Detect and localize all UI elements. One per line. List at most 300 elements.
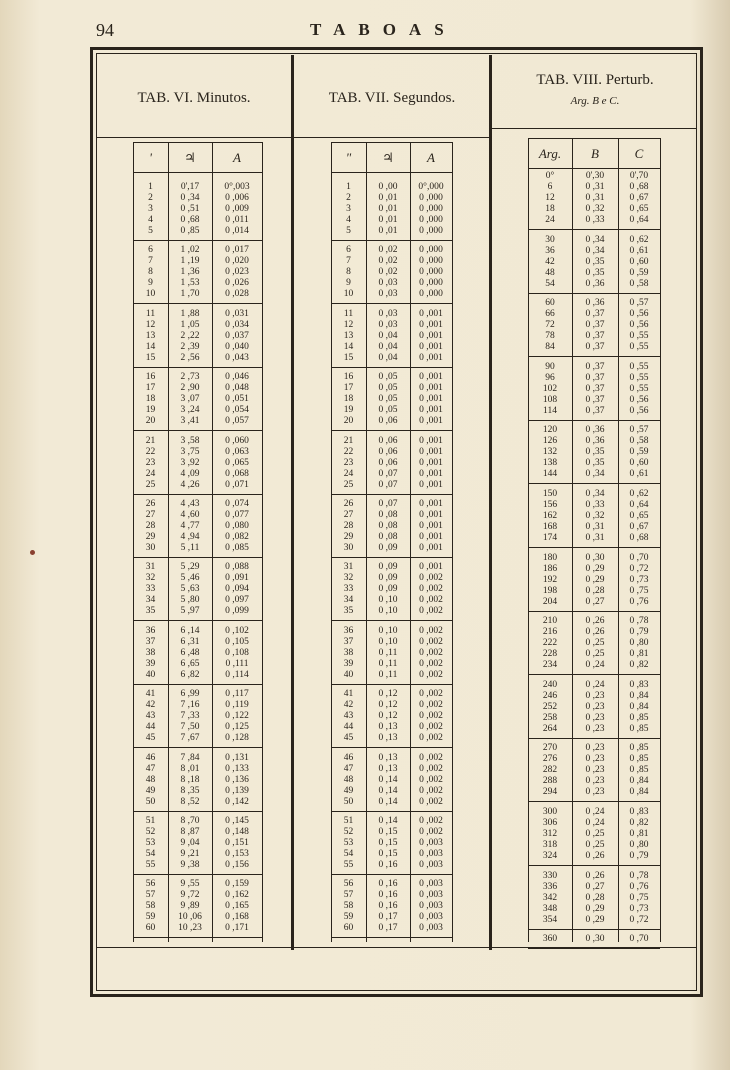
t8-cell: 0 ,37 [585, 383, 605, 394]
t6-cell: 0 ,105 [225, 636, 249, 647]
t8-cell: 348 [542, 903, 558, 914]
t7-cell: 0 ,13 [378, 733, 398, 744]
t6-cell: 14 [145, 341, 156, 352]
t7-cell: 0 ,001 [419, 499, 443, 509]
t8-cell: 186 [542, 563, 558, 574]
t8-cell: 276 [542, 754, 558, 765]
t8-cell: 0 ,33 [585, 215, 605, 225]
t8-cell: 0 ,23 [585, 776, 605, 787]
t8-cell: 0 ,84 [629, 776, 649, 787]
t7-cell: 22 [343, 446, 354, 457]
t6-cell: 0 ,046 [225, 372, 249, 383]
t6-cell: 49 [145, 785, 156, 796]
t8-cell: 312 [542, 829, 558, 839]
t7-cell: 0 ,001 [419, 457, 443, 468]
t8-cell: 0 ,31 [585, 522, 605, 532]
t6-cell: 0 ,168 [225, 912, 249, 923]
t8-cell: 0 ,75 [629, 892, 649, 903]
t6-cell: 56 [145, 879, 156, 890]
t6-cell: 1 ,88 [180, 308, 200, 319]
t7-cell: 0 ,001 [419, 383, 443, 394]
t7-cell: 0 ,07 [378, 499, 398, 509]
t6-cell: 31 [145, 562, 156, 573]
t8-cell: 0 ,84 [629, 701, 649, 712]
t6-cell: 1 ,53 [180, 278, 200, 289]
t6-cell: 21 [145, 435, 156, 446]
t8-cell: 0 ,59 [629, 267, 649, 278]
t8-cell: 0 ,35 [585, 256, 605, 267]
t7-cell: 0 ,15 [378, 849, 398, 859]
t8-cell: 0 ,37 [585, 405, 605, 416]
t7-cell: 0 ,002 [419, 816, 443, 826]
t7-cell: 33 [343, 584, 354, 595]
t6-cell: 5 ,11 [180, 543, 200, 553]
t7-cell: 57 [343, 890, 354, 901]
t7-cell: 0 ,10 [378, 606, 398, 617]
t6-cell: 24 [145, 468, 156, 479]
t8-cell: 0 ,26 [585, 616, 605, 627]
t7-cell: 0 ,001 [419, 330, 443, 341]
t6-cell: 42 [145, 700, 156, 711]
t7-cell: 0 ,14 [378, 774, 398, 785]
t7-cell: 35 [343, 606, 354, 617]
t7-cell: 44 [343, 722, 354, 733]
t8-cell: 360 [542, 934, 558, 945]
t6-cell: 0 ,082 [225, 532, 249, 542]
t7-cell: 38 [343, 647, 354, 658]
t7-cell: 0 ,002 [419, 796, 443, 807]
t8-cell: 102 [542, 383, 558, 394]
t8-cell: 246 [542, 690, 558, 701]
t7-cell: 0 ,11 [378, 669, 398, 680]
t7-cell: 32 [343, 573, 354, 584]
t8-cell: 0 ,57 [629, 425, 649, 436]
t8-cell: 0 ,35 [585, 267, 605, 278]
t7-cell: 49 [343, 785, 354, 796]
ink-stain [30, 550, 35, 555]
t6-cell: 0 ,128 [225, 733, 249, 744]
t7-cell: 0 ,002 [419, 733, 443, 744]
t8-block-rule [528, 483, 660, 484]
t6-cell: 33 [145, 584, 156, 595]
t7-cell: 51 [343, 816, 354, 826]
t8-cell: 0 ,27 [585, 881, 605, 892]
t8-cell: 0 ,30 [585, 934, 605, 945]
t7-cell: 0 ,04 [378, 341, 398, 352]
t6-cell: 0 ,117 [225, 689, 249, 700]
t8-cell: 270 [542, 743, 558, 754]
t7-cell: 42 [343, 700, 354, 711]
t6-cell: 10 ,23 [178, 923, 202, 934]
t6-cell: 0 ,057 [225, 416, 249, 427]
t6-cell: 3 ,58 [180, 435, 200, 446]
t6-cell: 0 ,136 [225, 774, 249, 785]
t6-cell: 0 ,080 [225, 521, 249, 531]
header-rule-2 [294, 137, 489, 138]
t6-cell: 35 [145, 606, 156, 617]
t7-cell: 0 ,002 [419, 722, 443, 733]
t8-cell: 0 ,23 [585, 743, 605, 754]
t6-cell: 0 ,51 [180, 204, 200, 214]
t7-cell: 53 [343, 838, 354, 848]
t6-cell: 50 [145, 796, 156, 807]
t6-block-rule [133, 430, 262, 431]
t8-cell: 0 ,23 [585, 701, 605, 712]
t6-cell: 0',17 [180, 182, 200, 192]
t7-cell: 0 ,10 [378, 595, 398, 606]
t8-cell: 192 [542, 574, 558, 585]
t7-cell: 48 [343, 774, 354, 785]
t8-cell: 0 ,76 [629, 881, 649, 892]
t6-cell: 5 [148, 226, 153, 236]
t7-cell: 0 ,001 [419, 352, 443, 363]
t6-cell: 4 ,26 [180, 479, 200, 490]
t6-cell: 6 ,14 [180, 625, 200, 636]
t7-cell: 0 ,000 [419, 289, 443, 300]
t6-cell: 0 ,119 [225, 700, 249, 711]
t8-block-rule [528, 293, 660, 294]
t6-cell: 0 ,34 [180, 193, 200, 203]
t6-cell: 41 [145, 689, 156, 700]
t7-cell: 0 ,06 [378, 446, 398, 457]
t7-cell: 0 ,14 [378, 816, 398, 826]
t7-cell: 31 [343, 562, 354, 573]
t8-cell: 0 ,29 [585, 574, 605, 585]
t8-cell: 0 ,80 [629, 840, 649, 850]
t6-cell: 10 [145, 289, 156, 300]
t7-cell: 0 ,07 [378, 479, 398, 490]
t8-cell: 0 ,70 [629, 552, 649, 563]
t6-cell: 25 [145, 479, 156, 490]
t8-cell: 0 ,31 [585, 193, 605, 203]
t6-cell: 51 [145, 816, 156, 826]
t8-block-rule [528, 356, 660, 357]
t7-cell: 0 ,001 [419, 394, 443, 405]
t8-cell: 0 ,37 [585, 342, 605, 353]
t8-cell: 0 ,37 [585, 331, 605, 342]
t7-head-rule-0 [331, 142, 452, 143]
t7-cell: 0 ,002 [419, 827, 443, 837]
t7-cell: 0 ,03 [378, 308, 398, 319]
t7-cell: 0 ,09 [378, 562, 398, 573]
t7-cell: 0 ,08 [378, 532, 398, 542]
t6-cell: 12 [145, 319, 156, 330]
t6-cell: 8 ,52 [180, 796, 200, 807]
t6-cell: 9 ,72 [180, 890, 200, 901]
t6-cell: 8 ,01 [180, 763, 200, 774]
t6-cell: 48 [145, 774, 156, 785]
t7-cell: 13 [343, 330, 354, 341]
t6-cell: 20 [145, 416, 156, 427]
t6-cell: 0 ,148 [225, 827, 249, 837]
t6-cell: 9 ,04 [180, 838, 200, 848]
t8-cell: 0 ,84 [629, 787, 649, 798]
t6-cell: 9 [148, 278, 153, 289]
t7-cell: 0 ,001 [419, 510, 443, 520]
t6-cell: 9 ,89 [180, 901, 200, 912]
t7-cell: 0 ,17 [378, 912, 398, 923]
t6-cell: 0 ,094 [225, 584, 249, 595]
t7-cell: 41 [343, 689, 354, 700]
t8-cell: 342 [542, 892, 558, 903]
t8-cell: 162 [542, 511, 558, 521]
t6-cell: 0 ,156 [225, 860, 249, 870]
t6-cell: 8 ,18 [180, 774, 200, 785]
t7-cell: 0 ,003 [419, 923, 443, 934]
t7-cell: 43 [343, 711, 354, 722]
t7-cell: 0 ,002 [419, 658, 443, 669]
t7-cell: 40 [343, 669, 354, 680]
t6-cell: 5 ,46 [180, 573, 200, 584]
t7-cell: 0 ,11 [378, 647, 398, 658]
t8-cell: 24 [545, 215, 555, 225]
t7-cell: 0 ,05 [378, 405, 398, 416]
t7-cell: 5 [346, 226, 351, 236]
t8-cell: 0 ,85 [629, 712, 649, 723]
t8-cell: 0 ,85 [629, 754, 649, 765]
t8-cell: 0 ,24 [585, 660, 605, 671]
t6-cell: 3 ,07 [180, 394, 200, 405]
t7-cell: 23 [343, 457, 354, 468]
t6-cell: 0 ,063 [225, 446, 249, 457]
t6-cell: 5 ,80 [180, 595, 200, 606]
t7-cell: 0 ,001 [419, 372, 443, 383]
t7-cell: 10 [343, 289, 354, 300]
t6-cell: 52 [145, 827, 156, 837]
t8-cell: 0 ,23 [585, 712, 605, 723]
t6-cell: 3 ,75 [180, 446, 200, 457]
t7-cell: 0 ,03 [378, 278, 398, 289]
t6-cell: 0 ,054 [225, 405, 249, 416]
t7-cell: 0 ,001 [419, 319, 443, 330]
t6-cell: 4 ,94 [180, 532, 200, 542]
t8-cell: 0 ,55 [629, 383, 649, 394]
t6-cell: 53 [145, 838, 156, 848]
t8-cell: 0 ,61 [629, 245, 649, 256]
t6-cell: 34 [145, 595, 156, 606]
t6-cell: 1 [148, 182, 153, 192]
t8-cell: 0 ,76 [629, 596, 649, 607]
t8-cell: 0 ,36 [585, 425, 605, 436]
t7-cell: 0 ,003 [419, 860, 443, 870]
t8-cell: 108 [542, 394, 558, 405]
t6-cell: 6 ,82 [180, 669, 200, 680]
t6-cell: 4 ,60 [180, 510, 200, 520]
t7-cell: 14 [343, 341, 354, 352]
t8-cell: 0 ,78 [629, 616, 649, 627]
t8-cell: 0 ,25 [585, 840, 605, 850]
t6-cell: 26 [145, 499, 156, 509]
t7-cell: 21 [343, 435, 354, 446]
t6-cell: 0 ,065 [225, 457, 249, 468]
t6-cell: 0 ,023 [225, 267, 249, 278]
t8-col-header: Arg. [538, 146, 562, 161]
t6-cell: 39 [145, 658, 156, 669]
t6-cell: 3 [148, 204, 153, 214]
t7-col-header: " [345, 150, 352, 165]
t8-cell: 300 [542, 807, 558, 817]
t7-cell: 60 [343, 923, 354, 934]
t8-cell: 0 ,28 [585, 892, 605, 903]
t6-cell: 23 [145, 457, 156, 468]
t6-cell: 0 ,153 [225, 849, 249, 859]
t8-cell: 0 ,37 [585, 309, 605, 320]
t6-col-line-3 [262, 142, 263, 942]
t7-cell: 0 ,002 [419, 711, 443, 722]
t6-block-rule [133, 620, 262, 621]
t8-cell: 288 [542, 776, 558, 787]
t7-cell: 59 [343, 912, 354, 923]
t7-cell: 47 [343, 763, 354, 774]
t7-cell: 0 ,13 [378, 722, 398, 733]
t7-cell: 0 ,16 [378, 890, 398, 901]
t7-cell: 0 ,13 [378, 763, 398, 774]
t7-col-header: ♃ [382, 150, 394, 165]
t7-block-rule [331, 367, 452, 368]
t6-cell: 0 ,026 [225, 278, 249, 289]
t6-cell: 0 ,151 [225, 838, 249, 848]
t6-cell: 0 ,074 [225, 499, 249, 509]
t6-cell: 27 [145, 510, 156, 520]
t7-block-rule [331, 430, 452, 431]
t8-col-header: B [591, 146, 599, 161]
t6-cell: 0 ,006 [225, 193, 249, 203]
t8-cell: 12 [545, 193, 555, 203]
t8-cell: 0 ,72 [629, 914, 649, 925]
t7-cell: 8 [346, 267, 351, 278]
t7-cell: 0 ,06 [378, 435, 398, 446]
t8-cell: 0',70 [629, 171, 649, 181]
t6-block-rule [133, 367, 262, 368]
t8-cell: 0 ,73 [629, 903, 649, 914]
t6-cell: 2 ,56 [180, 352, 200, 363]
t8-cell: 156 [542, 500, 558, 510]
t6-cell: 0 ,099 [225, 606, 249, 617]
t8-cell: 54 [545, 278, 555, 289]
t8-cell: 0 ,26 [585, 870, 605, 881]
t6-cell: 0 ,034 [225, 319, 249, 330]
t8-cell: 0 ,67 [629, 193, 649, 203]
t7-cell: 46 [343, 752, 354, 763]
t7-cell: 0 ,002 [419, 584, 443, 595]
t6-cell: 2 [148, 193, 153, 203]
t8-cell: 0 ,83 [629, 807, 649, 817]
t8-cell: 0 ,32 [585, 511, 605, 521]
t8-cell: 0 ,82 [629, 660, 649, 671]
t8-cell: 0 ,24 [585, 679, 605, 690]
t7-cell: 0 ,002 [419, 669, 443, 680]
t7-cell: 0 ,001 [419, 405, 443, 416]
t6-cell: 18 [145, 394, 156, 405]
t8-cell: 0 ,56 [629, 394, 649, 405]
t7-cell: 15 [343, 352, 354, 363]
t8-cell: 0 ,34 [585, 245, 605, 256]
t6-cell: 0 ,060 [225, 435, 249, 446]
t6-block-rule [133, 747, 262, 748]
t8-cell: 0 ,32 [585, 204, 605, 214]
t8-cell: 0 ,68 [629, 533, 649, 543]
t8-cell: 216 [542, 627, 558, 638]
t7-cell: 0 ,04 [378, 330, 398, 341]
t8-cell: 0 ,64 [629, 215, 649, 225]
t7-cell: 0 ,000 [419, 278, 443, 289]
t8-cell: 0 ,56 [629, 309, 649, 320]
t6-cell: 7 ,33 [180, 711, 200, 722]
t6-cell: 7 ,84 [180, 752, 200, 763]
t8-cell: 30 [545, 234, 555, 245]
t6-cell: 6 ,65 [180, 658, 200, 669]
t6-cell: 7 [148, 256, 153, 267]
t8-cell: 0 ,58 [629, 278, 649, 289]
t6-cell: 2 ,22 [180, 330, 200, 341]
t7-cell: 0 ,05 [378, 394, 398, 405]
t8-cell: 90 [545, 361, 555, 372]
t7-cell: 0 ,08 [378, 510, 398, 520]
t6-block-rule [133, 684, 262, 685]
t8-block-rule [528, 674, 660, 675]
t6-cell: 0 ,020 [225, 256, 249, 267]
t6-cell: 2 ,90 [180, 383, 200, 394]
t8-cell: 0 ,29 [585, 903, 605, 914]
t6-cell: 0 ,009 [225, 204, 249, 214]
t8-cell: 0 ,75 [629, 585, 649, 596]
table-vi-title: TAB. VI. Minutos. [137, 90, 251, 106]
t8-cell: 0 ,72 [629, 563, 649, 574]
t6-cell: 9 ,38 [180, 860, 200, 870]
t7-block-rule [331, 494, 452, 495]
t7-cell: 0 ,01 [378, 193, 398, 203]
t6-cell: 0 ,028 [225, 289, 249, 300]
t7-cell: 0 ,05 [378, 372, 398, 383]
t6-cell: 5 ,63 [180, 584, 200, 595]
t8-cell: 210 [542, 616, 558, 627]
t7-cell: 0 ,04 [378, 352, 398, 363]
t8-cell: 0 ,35 [585, 458, 605, 469]
t6-block-rule [133, 557, 262, 558]
t6-cell: 22 [145, 446, 156, 457]
t6-cell: 0 ,011 [225, 215, 249, 225]
t7-block-rule [331, 937, 452, 938]
t7-cell: 0 ,12 [378, 689, 398, 700]
t8-cell: 0 ,65 [629, 511, 649, 521]
t6-cell: 36 [145, 625, 156, 636]
t7-block-rule [331, 684, 452, 685]
t7-cell: 25 [343, 479, 354, 490]
t7-cell: 6 [346, 245, 351, 256]
t6-cell: 29 [145, 532, 156, 542]
t6-cell: 4 ,09 [180, 468, 200, 479]
t6-col-header: A [233, 150, 241, 165]
t7-cell: 0 ,002 [419, 763, 443, 774]
t6-col-header: ♃ [184, 150, 196, 165]
t6-cell: 0 ,171 [225, 923, 249, 934]
t8-cell: 0 ,60 [629, 256, 649, 267]
t8-cell: 0 ,23 [585, 754, 605, 765]
t7-cell: 16 [343, 372, 354, 383]
t7-cell: 55 [343, 860, 354, 870]
t8-cell: 48 [545, 267, 555, 278]
t6-cell: 0 ,159 [225, 879, 249, 890]
t6-cell: 0 ,048 [225, 383, 249, 394]
t7-cell: 0 ,000 [419, 193, 443, 203]
t7-cell: 0 ,003 [419, 901, 443, 912]
t8-cell: 0 ,61 [629, 469, 649, 480]
t7-cell: 0 ,02 [378, 267, 398, 278]
t6-cell: 47 [145, 763, 156, 774]
t8-cell: 0 ,36 [585, 278, 605, 289]
t6-cell: 0°,003 [224, 182, 250, 192]
t8-block-rule [528, 801, 660, 802]
